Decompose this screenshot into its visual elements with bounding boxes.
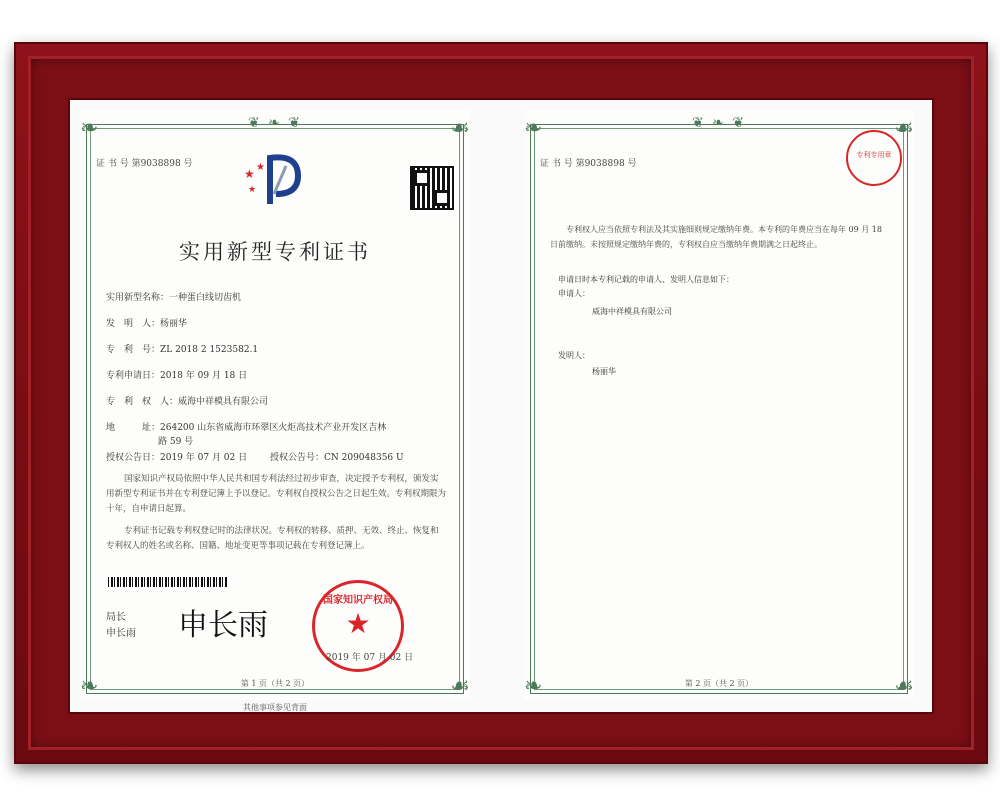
page-number: 第 1 页（共 2 页） xyxy=(240,679,310,688)
certificate-number: 证 书 号 第9038898 号 xyxy=(540,159,637,169)
field-label: 专 利 权 人： xyxy=(106,397,179,407)
field-patent-number xyxy=(106,342,258,355)
inventor-name: 杨丽华 xyxy=(592,367,616,376)
barcode xyxy=(108,577,228,587)
corner-ornament-icon: ❧ xyxy=(524,116,543,141)
field-value: 一种蛋白线切齿机 xyxy=(169,293,242,303)
corner-ornament-icon: ❧ xyxy=(524,674,543,699)
corner-ornament-icon: ☙ xyxy=(450,674,470,699)
inventor-label: 发明人： xyxy=(558,351,590,360)
top-ornament-icon: ❦ ❧ ❦ xyxy=(247,115,303,131)
star-icon: ★ xyxy=(248,185,257,195)
record-intro: 申请日时本专利记载的申请人、发明人信息如下： xyxy=(558,275,734,284)
corner-ornament-icon: ❧ xyxy=(80,116,99,141)
field-label: 实用新型名称： xyxy=(106,293,170,303)
certificate-title: 实用新型专利证书 xyxy=(179,240,371,264)
field-label: 专利申请日： xyxy=(106,371,161,381)
record-paragraph: 专利证书记载专利权登记时的法律状况。专利权的转移、质押、无效、终止、恢复和专利权人的姓名或名称、国籍、地址变更等事项记载在专利登记簿上。 xyxy=(106,526,439,551)
field-address-cont xyxy=(158,434,193,447)
seal-text: 专利专用章 xyxy=(856,151,892,159)
seal-date: 2019 年 07 月 02 日 xyxy=(326,653,414,663)
field-inventor xyxy=(106,316,187,329)
field-value: 威海中祥模具有限公司 xyxy=(178,397,269,407)
patent-office-logo xyxy=(240,148,310,210)
director-title: 局长 xyxy=(106,612,126,623)
certificate-page-1 xyxy=(80,110,470,712)
field-label: 地 址： xyxy=(106,423,161,433)
grant-paragraph: 国家知识产权局依照中华人民共和国专利法经过初步审查，决定授予专利权，颁发实用新型专利证书并在专利登记簿上予以登记。专利权自授权公告之日起生效。专利权期限为十年，自申请日起算。 xyxy=(106,474,447,514)
patent-seal xyxy=(846,130,902,186)
page-number: 第 2 页（共 2 页） xyxy=(684,679,754,688)
grant-date: 授权公告日：2019 年 07 月 02 日 xyxy=(106,453,248,463)
annual-fee-paragraph: 专利权人应当依照专利法及其实施细则规定缴纳年费。本专利的年费应当在每年 09 月 18 日前缴纳。未按照规定缴纳年费的，专利权自应当缴纳年费期满之日起终止。 xyxy=(550,225,882,249)
corner-ornament-icon: ☙ xyxy=(450,116,470,141)
field-address xyxy=(106,420,386,433)
director-signature: 申长雨 xyxy=(178,608,268,643)
star-icon: ★ xyxy=(256,162,265,173)
back-note: 其他事项参见背面 xyxy=(243,703,307,712)
certificate-page-2 xyxy=(524,110,914,700)
applicant-name: 威海中祥模具有限公司 xyxy=(592,307,672,316)
star-icon: ★ xyxy=(244,167,255,181)
certificate-mat xyxy=(70,100,932,712)
field-label: 发 明 人： xyxy=(106,319,161,329)
corner-ornament-icon: ☙ xyxy=(894,116,914,141)
field-value: ZL 2018 2 1523582.1 xyxy=(160,345,259,355)
director-name: 申长雨 xyxy=(106,628,136,639)
field-label: 专 利 号： xyxy=(106,345,161,355)
corner-ornament-icon: ❧ xyxy=(80,674,99,699)
field-value: 2018 年 09 月 18 日 xyxy=(160,371,248,381)
ornamental-border xyxy=(530,124,908,694)
field-application-date xyxy=(106,368,247,381)
qr-code xyxy=(410,166,454,210)
applicant-label: 申请人： xyxy=(558,289,590,298)
field-value: 264200 山东省威海市环翠区火炬高技术产业开发区吉林 xyxy=(160,423,387,433)
corner-ornament-icon: ☙ xyxy=(894,674,914,699)
grant-number: 授权公告号：CN 209048356 U xyxy=(270,453,404,463)
seal-text: 国家知识产权局 xyxy=(323,595,393,606)
field-utility-name xyxy=(106,290,241,303)
certificate-number: 证 书 号 第9038898 号 xyxy=(96,159,193,169)
national-emblem-icon: ★ xyxy=(345,607,371,640)
field-value: 杨丽华 xyxy=(160,319,188,329)
top-ornament-icon: ❦ ❧ ❦ xyxy=(691,115,747,131)
field-patentee xyxy=(106,394,268,407)
field-value: 路 59 号 xyxy=(158,437,194,447)
